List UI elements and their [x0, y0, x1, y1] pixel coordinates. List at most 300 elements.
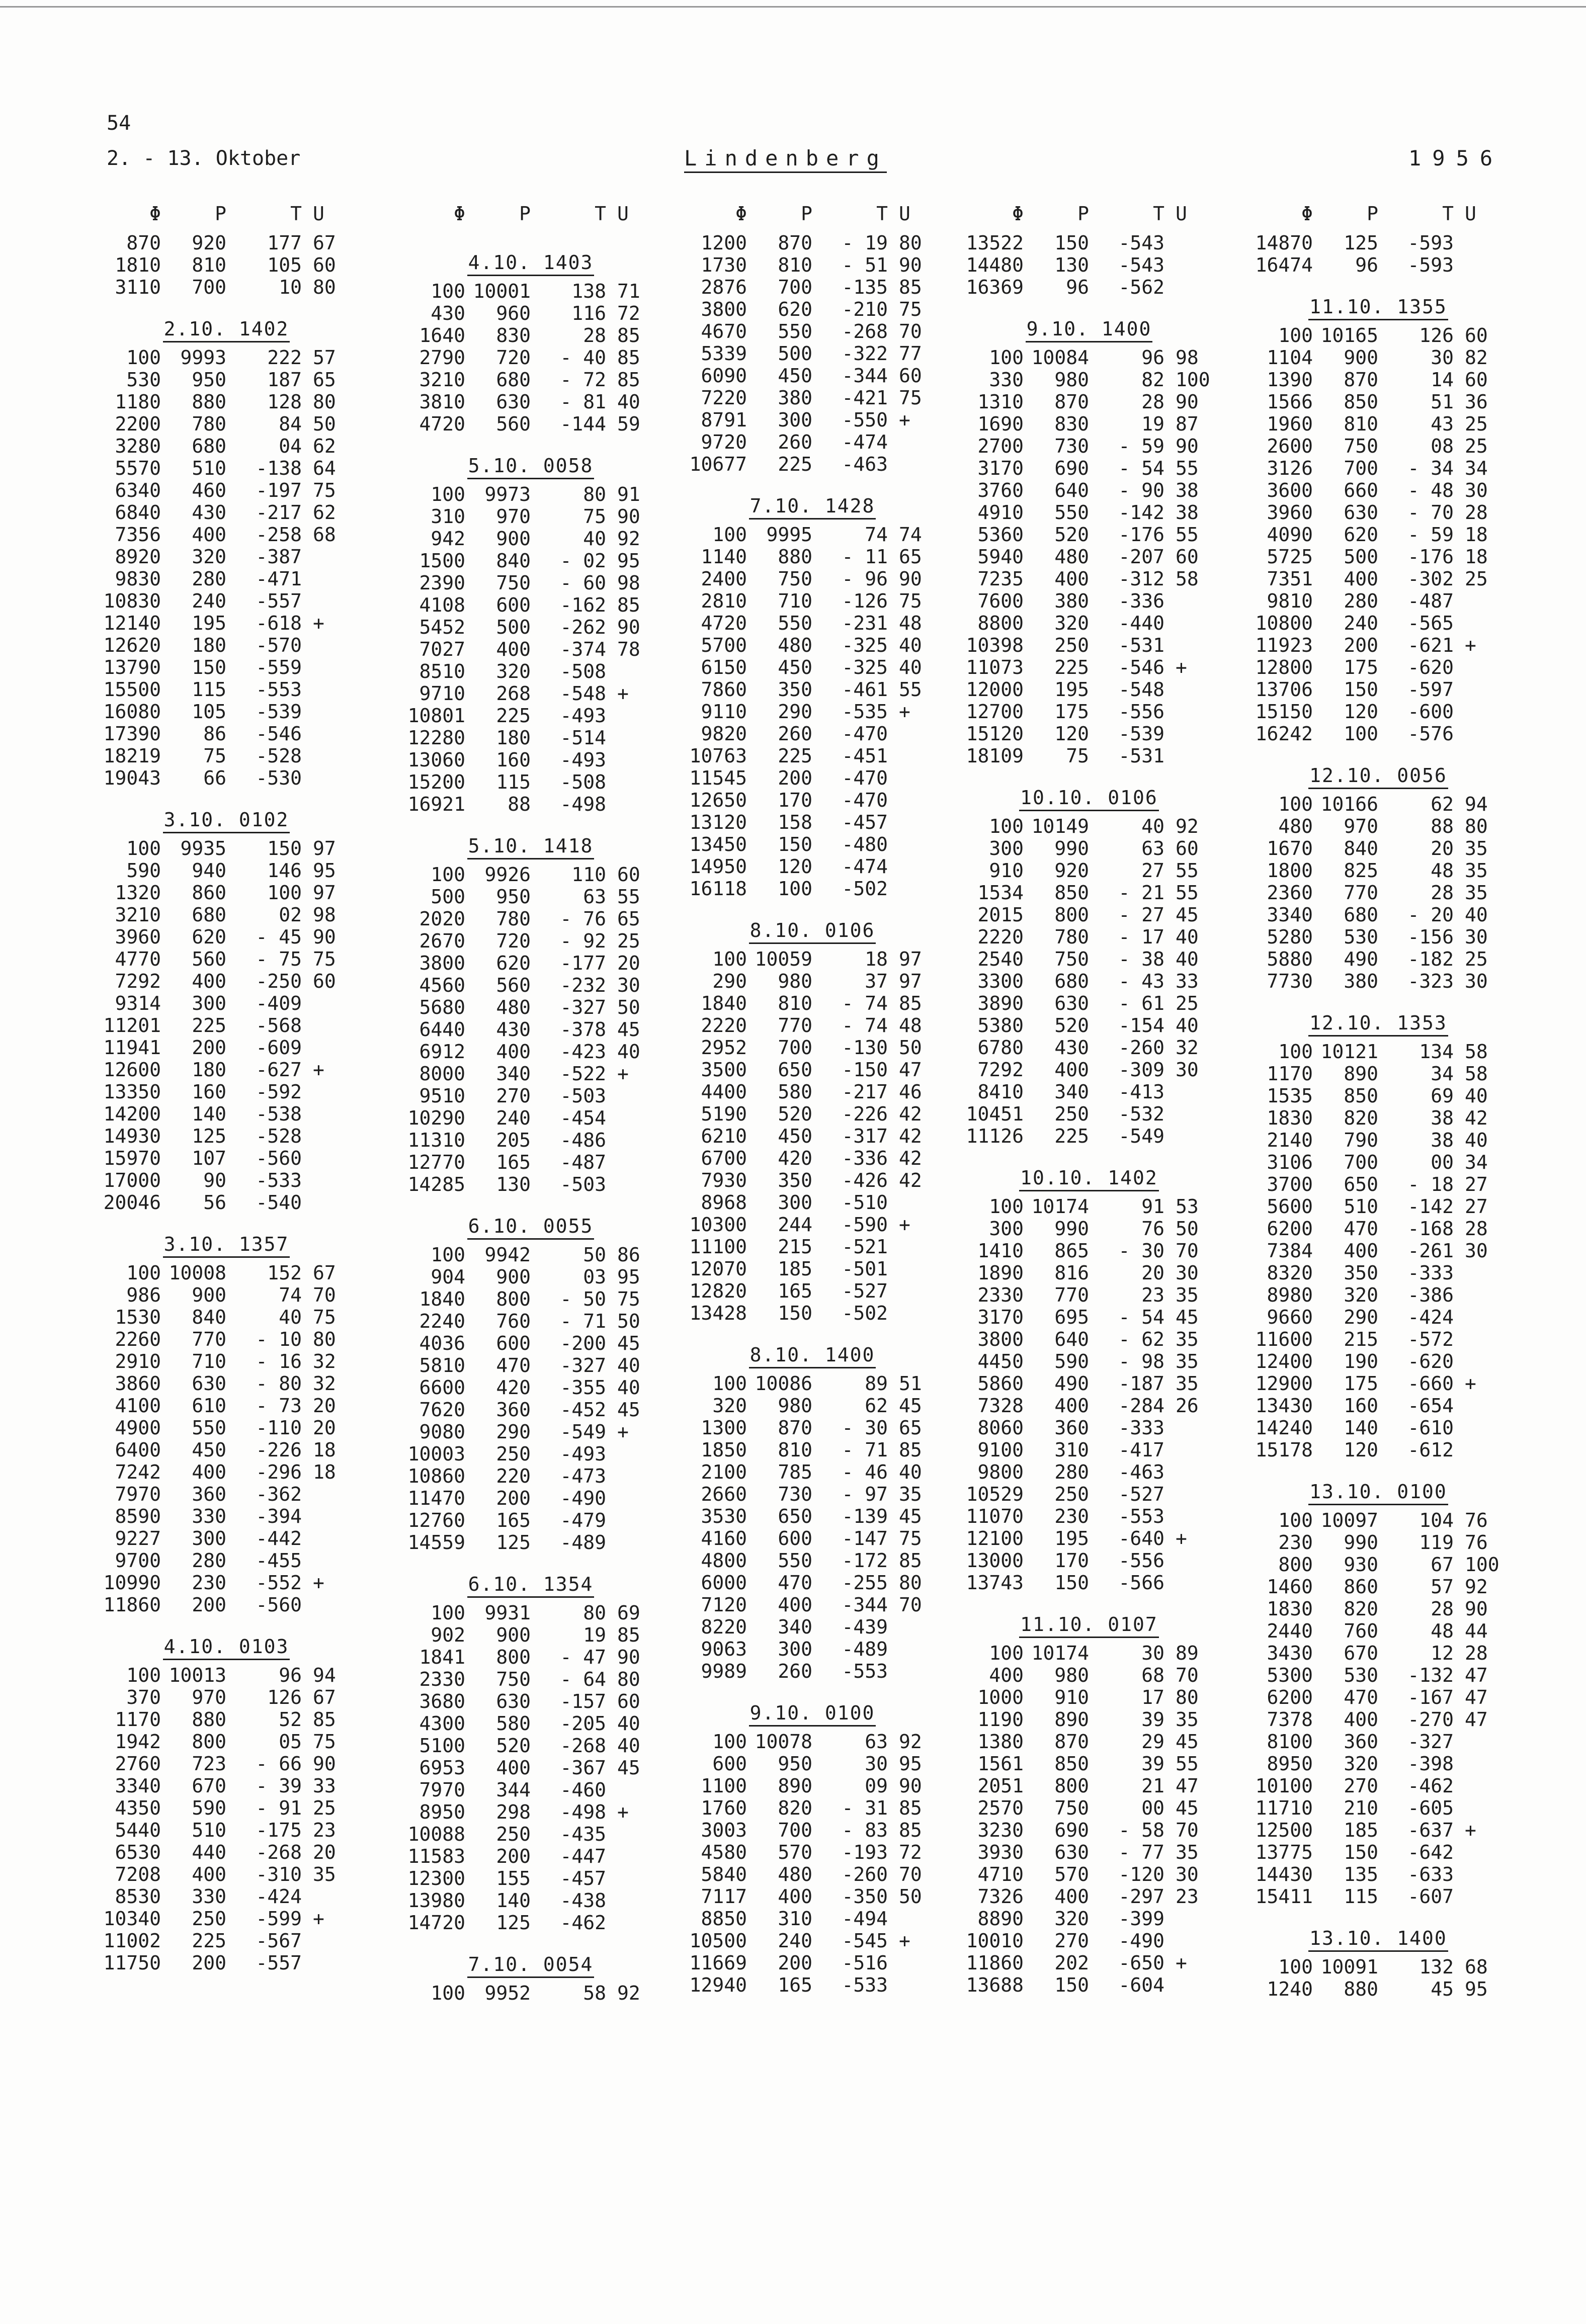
table-cell: 42: [899, 1169, 922, 1191]
table-cell: 14285: [407, 1173, 465, 1195]
table-cell: 10398: [966, 634, 1024, 656]
table-cell: 1890: [977, 1262, 1024, 1284]
table-row: [400, 505, 661, 528]
table-cell: 990: [1344, 1531, 1378, 1554]
table-cell: 126: [267, 1686, 302, 1708]
table-cell: 10003: [407, 1443, 465, 1465]
table-cell: -633: [1407, 1863, 1454, 1885]
table-cell: 16118: [689, 878, 747, 900]
table-cell: 10500: [689, 1930, 747, 1952]
table-cell: 880: [1344, 1978, 1378, 2000]
table-cell: 52: [279, 1708, 302, 1731]
table-cell: 6200: [1267, 1686, 1313, 1708]
table-cell: 215: [778, 1236, 812, 1258]
sounding-date-time: 9.10. 1400: [1026, 318, 1153, 342]
table-cell: -344: [842, 365, 888, 387]
table-cell: 1760: [701, 1797, 747, 1819]
table-cell: 10: [279, 276, 302, 298]
table-cell: - 90: [1118, 479, 1164, 501]
table-cell: +: [899, 1214, 910, 1236]
table-cell: 230: [1054, 1505, 1089, 1527]
table-cell: [888, 1660, 943, 1682]
table-row: [1247, 904, 1509, 926]
column-3: [682, 199, 943, 1996]
table-cell: 85: [617, 347, 640, 369]
table-cell: 420: [496, 1376, 531, 1399]
sounding-date-time: 8.10. 1400: [749, 1344, 876, 1368]
table-cell: 420: [778, 1147, 812, 1169]
table-cell: [606, 1443, 661, 1465]
table-cell: - 39: [256, 1775, 302, 1797]
table-row: [682, 1014, 943, 1037]
table-cell: 47: [899, 1059, 922, 1081]
sounding-title: [1247, 758, 1509, 793]
table-cell: 55: [617, 886, 640, 908]
table-cell: 95: [617, 550, 640, 572]
table-row: [400, 771, 661, 793]
table-row: [682, 1863, 943, 1885]
table-row: [958, 501, 1220, 524]
table-cell: 430: [431, 302, 465, 324]
table-row: [682, 948, 943, 970]
table-row: [682, 1439, 943, 1461]
table-cell: 70: [899, 320, 922, 342]
table-row: [400, 1624, 661, 1646]
table-cell: [302, 568, 357, 590]
table-cell: 40: [1176, 1014, 1199, 1037]
table-cell: 14559: [407, 1531, 465, 1554]
table-cell: 7600: [977, 590, 1024, 612]
table-cell: 18: [1465, 546, 1488, 568]
table-cell: -576: [1407, 723, 1454, 745]
table-cell: 90: [203, 1169, 226, 1191]
table-cell: -172: [842, 1550, 888, 1572]
table-cell: 550: [778, 612, 812, 634]
table-cell: +: [617, 682, 629, 705]
table-cell: 12070: [689, 1258, 747, 1280]
table-row: [1247, 701, 1509, 723]
table-cell: 100: [431, 864, 465, 886]
table-cell: 250: [1054, 1103, 1089, 1125]
table-row: [400, 1018, 661, 1041]
table-cell: 85: [899, 992, 922, 1014]
table-cell: [302, 1885, 357, 1908]
table-row: [96, 1103, 357, 1125]
table-cell: 100: [989, 347, 1024, 369]
table-cell: -260: [842, 1863, 888, 1885]
table-cell: -552: [256, 1572, 302, 1594]
table-cell: +: [313, 1572, 324, 1594]
header-cell: P: [1367, 203, 1378, 225]
sounding-date-time: 13.10. 0100: [1308, 1481, 1448, 1505]
table-cell: 9227: [115, 1527, 161, 1550]
table-row: [682, 723, 943, 745]
table-cell: 6340: [115, 479, 161, 501]
header-cell: P: [1077, 203, 1089, 225]
table-cell: 40: [1465, 1085, 1488, 1107]
table-cell: 27: [1465, 1195, 1488, 1218]
table-cell: 40: [617, 1712, 640, 1735]
table-cell: 600: [712, 1753, 747, 1775]
table-cell: 12900: [1255, 1372, 1313, 1395]
table-cell: 8320: [1267, 1262, 1313, 1284]
table-cell: -562: [1118, 276, 1164, 298]
table-row: [682, 1125, 943, 1147]
table-row: [400, 550, 661, 572]
table-cell: [302, 1037, 357, 1059]
table-cell: 97: [899, 948, 922, 970]
table-cell: 15150: [1255, 701, 1313, 723]
table-cell: 14480: [966, 254, 1024, 276]
table-cell: 150: [1054, 232, 1089, 254]
table-row: [682, 1081, 943, 1103]
table-cell: 470: [778, 1572, 812, 1594]
table-cell: 810: [778, 992, 812, 1014]
table-cell: -474: [842, 431, 888, 453]
table-row: [1247, 1107, 1509, 1129]
table-cell: 21: [1141, 1775, 1164, 1797]
table-cell: 90: [899, 568, 922, 590]
table-cell: -470: [842, 723, 888, 745]
table-cell: 28: [1431, 882, 1454, 904]
table-row: [96, 1483, 357, 1505]
table-cell: 18: [313, 1439, 336, 1461]
table-cell: 185: [778, 1258, 812, 1280]
table-cell: 800: [496, 1646, 531, 1668]
table-cell: - 76: [560, 908, 606, 930]
table-row: [682, 767, 943, 789]
table-cell: 2570: [977, 1797, 1024, 1819]
table-cell: 344: [496, 1779, 531, 1801]
table-cell: 8850: [701, 1908, 747, 1930]
table-row: [1247, 1041, 1509, 1063]
table-cell: 150: [1344, 678, 1378, 701]
table-cell: -268: [560, 1735, 606, 1757]
table-cell: 10451: [966, 1103, 1024, 1125]
table-cell: 20: [1141, 1262, 1164, 1284]
table-cell: -323: [1407, 970, 1454, 992]
table-cell: 89: [865, 1372, 888, 1395]
table-cell: -268: [256, 1841, 302, 1863]
table-cell: 3500: [701, 1059, 747, 1081]
table-cell: 6210: [701, 1125, 747, 1147]
table-cell: 9973: [484, 483, 531, 505]
table-row: [958, 1930, 1220, 1952]
table-cell: 340: [496, 1063, 531, 1085]
table-cell: 12100: [966, 1527, 1024, 1550]
table-cell: 30: [1176, 1059, 1199, 1081]
table-row: [400, 413, 661, 435]
table-cell: 4400: [701, 1081, 747, 1103]
table-cell: 100: [1465, 1554, 1499, 1576]
table-cell: 67: [1431, 1554, 1454, 1576]
table-cell: 6953: [419, 1757, 465, 1779]
table-cell: 3800: [701, 298, 747, 320]
table-cell: -162: [560, 594, 606, 616]
table-cell: 40: [899, 656, 922, 678]
table-cell: 2100: [701, 1461, 747, 1483]
table-cell: [302, 745, 357, 767]
table-cell: [1164, 1103, 1220, 1125]
table-cell: 320: [496, 660, 531, 682]
table-cell: 100: [1278, 793, 1313, 815]
table-row: [682, 254, 943, 276]
table-cell: 5840: [701, 1863, 747, 1885]
sounding-title: [400, 828, 661, 864]
table-row: [96, 859, 357, 882]
table-cell: 865: [1054, 1240, 1089, 1262]
table-row: [96, 1328, 357, 1350]
table-cell: 230: [1278, 1531, 1313, 1554]
table-cell: -177: [560, 952, 606, 974]
table-cell: [302, 1169, 357, 1191]
table-cell: -168: [1407, 1218, 1454, 1240]
table-cell: 260: [778, 431, 812, 453]
table-cell: 53: [1176, 1195, 1199, 1218]
table-cell: 60: [899, 365, 922, 387]
table-cell: - 27: [1118, 904, 1164, 926]
table-cell: 180: [192, 634, 226, 656]
column-header: [682, 199, 943, 232]
table-cell: 8410: [977, 1081, 1024, 1103]
table-row: [958, 1081, 1220, 1103]
table-cell: 225: [1054, 656, 1089, 678]
table-row: [682, 878, 943, 900]
table-row: [1247, 391, 1509, 413]
table-cell: 140: [192, 1103, 226, 1125]
table-cell: 5380: [977, 1014, 1024, 1037]
table-row: [682, 1147, 943, 1169]
table-cell: 5860: [977, 1372, 1024, 1395]
table-cell: 1690: [977, 413, 1024, 435]
table-cell: 490: [1054, 1372, 1089, 1395]
table-cell: 350: [1344, 1262, 1378, 1284]
table-row: [958, 369, 1220, 391]
sounding-title: [96, 802, 357, 837]
table-row: [682, 833, 943, 855]
table-row: [958, 590, 1220, 612]
table-cell: 12620: [103, 634, 161, 656]
table-row: [96, 347, 357, 369]
table-cell: 57: [1431, 1576, 1454, 1598]
table-row: [400, 1151, 661, 1173]
table-cell: 720: [496, 347, 531, 369]
table-row: [96, 656, 357, 678]
table-row: [1247, 1620, 1509, 1642]
table-row: [96, 546, 357, 568]
table-cell: 1240: [1267, 1978, 1313, 2000]
table-cell: 770: [192, 1328, 226, 1350]
table-cell: 9100: [977, 1439, 1024, 1461]
table-cell: 42: [899, 1147, 922, 1169]
table-cell: 18219: [103, 745, 161, 767]
table-cell: 770: [1344, 882, 1378, 904]
table-row: [682, 365, 943, 387]
table-row: [96, 948, 357, 970]
table-row: [958, 546, 1220, 568]
table-cell: 67: [313, 232, 336, 254]
table-cell: -142: [1407, 1195, 1454, 1218]
table-cell: 105: [192, 701, 226, 723]
table-cell: 1530: [115, 1306, 161, 1328]
table-cell: - 80: [256, 1372, 302, 1395]
table-cell: [1164, 612, 1220, 634]
table-cell: [302, 1594, 357, 1616]
table-row: [1247, 1686, 1509, 1708]
sounding-date-time: 7.10. 0054: [467, 1953, 595, 1978]
header-cell: U: [1465, 203, 1476, 225]
table-cell: 8800: [977, 612, 1024, 634]
table-cell: 620: [192, 926, 226, 948]
table-row: [96, 1350, 357, 1372]
table-cell: -600: [1407, 701, 1454, 723]
table-cell: 1320: [115, 882, 161, 904]
table-cell: 530: [1344, 1664, 1378, 1686]
table-cell: 45: [1431, 1978, 1454, 2000]
table-cell: 750: [1054, 948, 1089, 970]
table-row: [96, 904, 357, 926]
table-cell: 3340: [1267, 904, 1313, 926]
table-row: [682, 1660, 943, 1682]
table-cell: -132: [1407, 1664, 1454, 1686]
table-cell: 10165: [1320, 324, 1378, 347]
table-cell: 69: [617, 1602, 640, 1624]
table-cell: 780: [496, 908, 531, 930]
table-row: [1247, 1598, 1509, 1620]
table-row: [400, 1845, 661, 1867]
table-row: [400, 616, 661, 638]
table-cell: 80: [899, 1572, 922, 1594]
table-row: [958, 347, 1220, 369]
table-cell: 2220: [701, 1014, 747, 1037]
table-cell: 942: [431, 528, 465, 550]
table-cell: 80: [899, 232, 922, 254]
table-cell: 11545: [689, 767, 747, 789]
table-cell: -310: [256, 1863, 302, 1885]
table-cell: 85: [617, 324, 640, 347]
table-cell: 78: [617, 638, 640, 660]
table-cell: -322: [842, 342, 888, 365]
table-row: [1247, 435, 1509, 457]
table-cell: 400: [989, 1664, 1024, 1686]
table-cell: [1164, 1572, 1220, 1594]
table-cell: 175: [1344, 656, 1378, 678]
table-row: [96, 926, 357, 948]
table-cell: -398: [1407, 1753, 1454, 1775]
table-cell: [888, 431, 943, 453]
table-row: [1247, 1978, 1509, 2000]
table-cell: -539: [1118, 723, 1164, 745]
table-cell: 56: [203, 1191, 226, 1214]
table-cell: 3230: [977, 1819, 1024, 1841]
table-row: [96, 1125, 357, 1147]
table-cell: 700: [1344, 1151, 1378, 1173]
table-cell: 25: [1465, 948, 1488, 970]
table-row: [96, 634, 357, 656]
table-cell: 810: [778, 1439, 812, 1461]
table-cell: [1164, 1439, 1220, 1461]
table-cell: -548: [560, 682, 606, 705]
table-cell: -660: [1407, 1372, 1454, 1395]
table-cell: 3430: [1267, 1642, 1313, 1664]
table-cell: 870: [778, 232, 812, 254]
column-5: [1247, 199, 1509, 2000]
table-cell: -556: [1118, 1550, 1164, 1572]
table-cell: 100: [1176, 369, 1210, 391]
table-cell: 100: [989, 1195, 1024, 1218]
table-cell: [606, 1107, 661, 1129]
table-cell: 400: [192, 524, 226, 546]
table-cell: 980: [1054, 369, 1089, 391]
table-cell: 10830: [103, 590, 161, 612]
table-row: [1247, 1350, 1509, 1372]
table-cell: 4710: [977, 1863, 1024, 1885]
table-cell: -210: [842, 298, 888, 320]
table-cell: 70: [1176, 1240, 1199, 1262]
table-cell: 92: [899, 1731, 922, 1753]
table-cell: 8510: [419, 660, 465, 682]
table-row: [958, 1550, 1220, 1572]
table-cell: 100: [1344, 723, 1378, 745]
table-cell: 16080: [103, 701, 161, 723]
table-cell: -543: [1118, 254, 1164, 276]
table-row: [400, 1354, 661, 1376]
table-cell: -605: [1407, 1797, 1454, 1819]
table-cell: -350: [842, 1885, 888, 1908]
table-cell: - 40: [560, 347, 606, 369]
table-row: [96, 1372, 357, 1395]
table-cell: 33: [313, 1775, 336, 1797]
table-cell: 480: [1278, 815, 1313, 837]
sounding-title: [958, 1607, 1220, 1642]
table-cell: [1454, 1439, 1509, 1461]
table-cell: 2660: [701, 1483, 747, 1505]
table-cell: 3960: [1267, 501, 1313, 524]
table-cell: 530: [1344, 926, 1378, 948]
table-cell: - 18: [1407, 1173, 1454, 1195]
table-cell: 28: [1465, 1642, 1488, 1664]
table-cell: +: [1465, 634, 1476, 656]
table-cell: 480: [1054, 546, 1089, 568]
table-cell: 280: [192, 1550, 226, 1572]
table-cell: 35: [1176, 1372, 1199, 1395]
table-cell: [1454, 1841, 1509, 1863]
table-row: [682, 568, 943, 590]
table-cell: -493: [560, 749, 606, 771]
table-cell: 980: [1054, 1664, 1089, 1686]
table-row: [400, 793, 661, 815]
table-row: [1247, 634, 1509, 656]
table-cell: 3700: [1267, 1173, 1313, 1195]
table-row: [958, 1819, 1220, 1841]
table-cell: -533: [256, 1169, 302, 1191]
table-cell: 16242: [1255, 723, 1313, 745]
table-row: [96, 1686, 357, 1708]
table-row: [958, 1841, 1220, 1863]
table-cell: 15411: [1255, 1885, 1313, 1908]
table-cell: [606, 1129, 661, 1151]
table-cell: 400: [192, 970, 226, 992]
table-row: [1247, 882, 1509, 904]
table-row: [96, 391, 357, 413]
table-cell: 10013: [169, 1664, 226, 1686]
table-cell: 38: [1431, 1107, 1454, 1129]
table-cell: 880: [778, 546, 812, 568]
table-cell: 132: [1419, 1956, 1454, 1978]
table-cell: 150: [267, 837, 302, 859]
table-cell: +: [313, 612, 324, 634]
table-cell: 13743: [966, 1572, 1024, 1594]
